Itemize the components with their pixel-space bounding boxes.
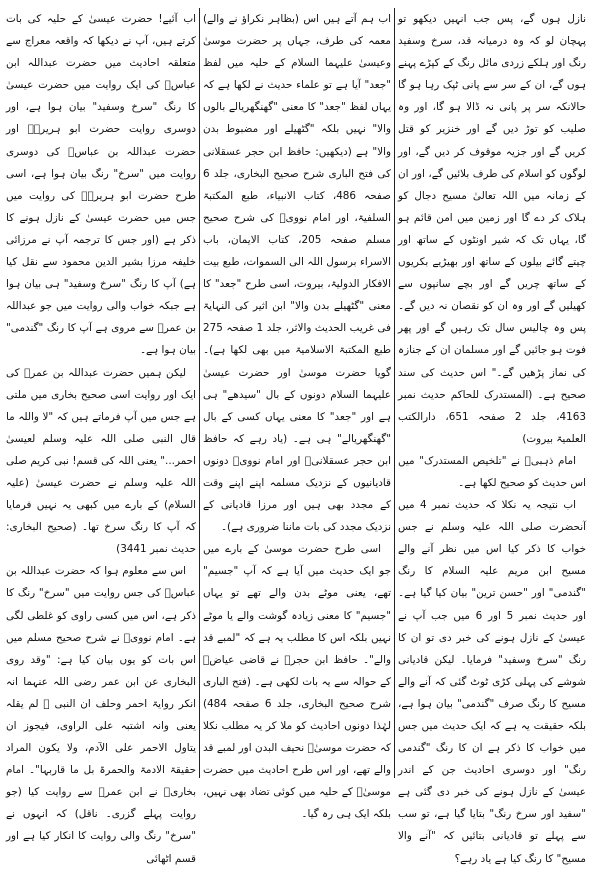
- column-left: [6, 8, 196, 865]
- paragraph: نازل ہوں گے، پس جب انہیں دیکھو تو پہچان لو کہ وہ درمیانہ قد، سرخ وسفید رنگ اور ہلکے زردی مائل رنگ کے کپڑے پہنے ہوں گے، ان کے سر سے پانی ٹپک رہا ہو گا حالانکہ سر پر پانی نہ ڈالا ہو گا، اور وہ صلیب کو توڑ دیں گے اور خنزیر کو قتل کریں گے اور جزیہ موقوف کر دیں گے، اور لوگوں کو اسلام کی طرف بلائیں گے، اور ان کے زمانہ میں اللہ تعالیٰ مسیح دجال کو ہلاک کر دے گا اور زمین میں امن قائم ہو گا، یہاں تک کہ شیر اونٹوں کے ساتھ اور چیتے گائے بیلوں کے ساتھ اور بھیڑیے بکریوں کے ساتھ چریں گے اور بچے سانپوں سے کھیلیں گے اور وہ ان کو نقصان نہ دیں گے۔ پس وہ چالیس سال تک رہیں گے اور پھر فوت ہو جائیں گے اور مسلمان ان کے جنازہ کی نماز پڑھیں گے۔" اس حدیث کی سند صحیح ہے۔ (المستدرک للحاکم حدیث نمبر 4163، جلد 2 صفحہ 651، دارالکتب العلمیۃ بیروت): [398, 13, 586, 445]
- column-right: [398, 8, 586, 865]
- paragraph: اس سے معلوم ہوا کہ حضرت عبداللہ بن عباسؓ کی جس روایت میں "سرخ" رنگ کا ذکر ہے، اس میں کسی راوی کو غلطی لگی ہے۔ امام نوویؒ نے شرح صحیح مسلم میں اس بات کو یوں بیان کیا ہے: "وقد روی البخاری عن ابن عمر رضی اللہ عنہما انہ انکر روایۃ احمر وحلف ان النبی ﷺ لم یقلہ یعنی وانہ اشتبہ علی الراوی، فیجوز ان یتاول الاحمر علی الآدم، ولا یکون المراد حقیقۃ الادمۃ والحمرۃ بل ما قاربہا"۔ امام بخاریؒ نے ابن عمرؓ سے روایت کیا (جو روایت پہلے گزری۔ ناقل) کہ انہوں نے "سرخ" رنگ والی روایت کا انکار کیا ہے اور قسم اٹھائی: [6, 565, 196, 865]
- paragraph: اب آئیے! حضرت عیسیٰ کے حلیہ کی بات کرتے ہیں، آپ نے دیکھا کہ واقعہ معراج سے متعلقہ احادیث میں حضرت عبداللہ ابن عباسؓ کی ایک روایت میں حضرت عیسیٰ کا رنگ "سرخ وسفید" بیان ہوا ہے، اور دوسری روایت حضرت ابو ہریرہؓ اور حضرت عبداللہ بن عباسؓ کی دوسری روایت میں "سرخ" رنگ بیان ہوا ہے، اسی طرح حضرت ابو ہریرہؓ کی روایت میں جس میں حضرت عیسیٰ کے نازل ہونے کا ذکر ہے (اور جس کا ترجمہ آپ نے مرزائی خلیفہ مرزا بشیر الدین محمود سے نقل کیا ہے) آپ کا رنگ "سرخ وسفید" ہی بیان ہوا ہے جبکہ خواب والی روایت میں جو عبداللہ بن عمرؓ سے مروی ہے آپ کا رنگ "گندمی" بیان ہوا ہے۔: [6, 13, 196, 357]
- paragraph: اب ہم آتے ہیں اس (بظاہر نکراؤ نے والے) معمہ کی طرف، جہاں پر حضرت موسیٰ وعیسیٰ علیہما السلام کے حلیہ میں لفظ "جعد" آیا ہے تو علماء حدیث نے لکھا ہے کہ یہاں لفظ "جعد" کا معنی "گھنگھریالے بالوں والا" نہیں بلکہ "گٹھیلے اور مضبوط بدن والا" ہے (دیکھیں: حافظ ابن حجر عسقلانی کی فتح الباری شرح صحیح البخاری، جلد 6 صفحہ 486، کتاب الانبیاء، طبع المکتبۃ السلفیۃ، اور امام نوویؒ کی شرح صحیح مسلم صفحہ 205، کتاب الایمان، باب الاسراء برسول اللہ الی السموات، طبع بیت الافکار الدولیۃ، بیروت، اسی طرح "جعد" کا معنی "گٹھیلے بدن والا" ابن اثیر کی النہایۃ فی غریب الحدیث والاثر، جلد 1 صفحہ 275 طبع المکتبۃ الاسلامیۃ میں بھی لکھا ہے)۔ گویا حضرت موسیٰ اور حضرت عیسیٰ علیہما السلام دونوں کے بال "سیدھے" ہی ہے اور "جعد" کا معنی یہاں کسی کے بال "گھنگھریالے" ہی ہے۔ (یاد رہے کہ حافظ ابن حجر عسقلانیؒ اور امام نوویؒ دونوں قادیانیوں کے نزدیک مسلمہ اپنے اپنے وقت کے مجدد بھی ہیں اور مرزا قادیانی کے نزدیک مجدد کی بات ماننا ضروری ہے)۔: [203, 13, 391, 534]
- column-middle: [203, 8, 391, 821]
- paragraph: امام ذہبیؒ نے "تلخیص المستدرک" میں اس حدیث کو صحیح لکھا ہے۔: [398, 454, 586, 489]
- column-divider: [199, 8, 200, 778]
- column-divider: [394, 8, 395, 778]
- paragraph: لیکن ہمیں حضرت عبداللہ بن عمرؓ کی ایک اور روایت اسی صحیح بخاری میں ملتی ہے جس میں آپ فرماتے ہیں کہ "لا واللہ ما قال النبی صلی اللہ علیہ وسلم لعیسیٰ احمر..." یعنی اللہ کی قسم! نبی کریم صلی اللہ علیہ وسلم نے حضرت عیسیٰ (علیہ السلام) کے بارے میں کبھی یہ نہیں فرمایا کہ آپ کا رنگ سرخ تھا۔ (صحیح البخاری: حدیث نمبر 3441): [6, 366, 196, 556]
- paragraph: اب نتیجہ یہ نکلا کہ حدیث نمبر 4 میں آنحضرت صلی اللہ علیہ وسلم نے جس خواب کا ذکر کیا اس میں نظر آنے والے مسیح ابن مریم علیہ السلام کا رنگ "گندمی" اور "حسن ترین" بیان کیا گیا ہے۔ اور حدیث نمبر 5 اور 6 میں جب آپ نے عیسیٰ کے نازل ہونے کی خبر دی تو ان کا رنگ "سرخ وسفید" فرمایا۔ لیکن قادیانی شوشے کی پہلی کڑی ٹوٹ گئی کہ آنے والے مسیح کا رنگ صرف "گندمی" بیان ہوا ہے، بلکہ حقیقت یہ ہے کہ ایک حدیث میں جس میں خواب کا ذکر ہے ان کا رنگ "گندمی رنگ" اور دوسری احادیث جن کے اندر عیسیٰ کے نازل ہونے کی خبر دی گئی ہے "سفید اور سرخ رنگ" بتایا گیا ہے، تو سب سے پہلے تو قادیانی بتائیں کہ "آنے والا مسیح" کا رنگ کیا ہے یاد رہے؟: [398, 499, 586, 865]
- paragraph: اسی طرح حضرت موسیٰ کے بارے میں جو ایک حدیث میں آیا ہے کہ آپ "جسیم" تھے، یعنی موٹے بدن والے تھے تو یہاں "جسیم" کا معنی زیادہ گوشت والے یا موٹے نہیں بلکہ اس کا مطلب یہ ہے کہ "لمبے قد والے"۔ حافظ ابن حجرؒ نے قاضی عیاضؒ کے حوالہ سے یہ بات لکھی ہے۔ (فتح الباری شرح صحیح البخاری، جلد 6 صفحہ 484) لہٰذا دونوں احادیث کو ملا کر یہ مطلب نکلا کہ حضرت موسیٰؑ نحیف البدن اور لمبے قد والے تھے، اور اس طرح احادیث میں حضرت موسیٰؑ کے حلیہ میں کوئی تضاد بھی نہیں، بلکہ ایک ہی رہ گیا۔: [203, 543, 391, 821]
